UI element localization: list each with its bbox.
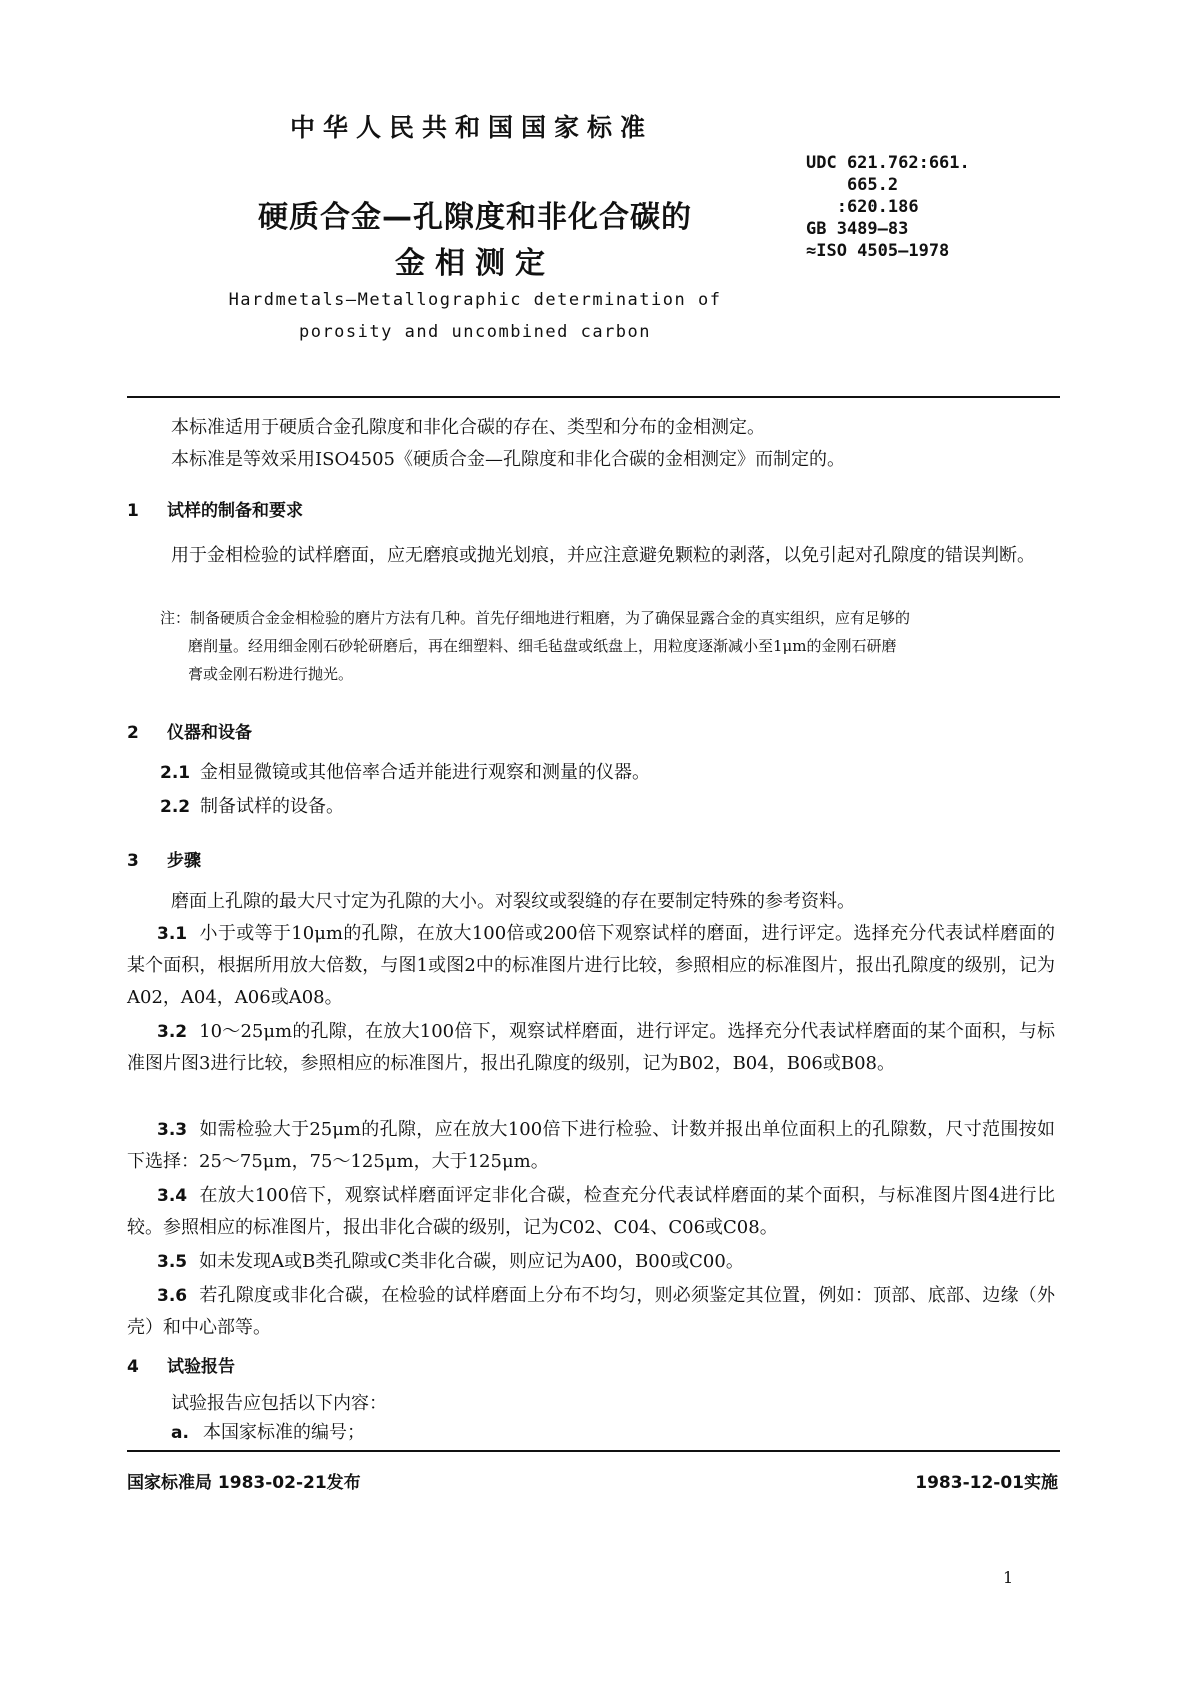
list-item	[127, 1246, 1055, 1278]
list-item	[127, 1280, 1055, 1344]
item-number: 3.2	[157, 1022, 188, 1042]
document-title-en: Hardmetals–Metallographic determination of	[228, 290, 722, 310]
section-number: 4	[127, 1357, 139, 1377]
list-item	[127, 1016, 1055, 1080]
item-text: 制备试样的设备。	[200, 796, 344, 817]
list-item	[127, 918, 1055, 1014]
item-number: 2.1	[160, 763, 191, 783]
list-item	[127, 1180, 1055, 1244]
issue-date: 国家标准局 1983-02-21发布	[127, 1473, 361, 1493]
note-text: 磨削量。经用细金刚石砂轮研磨后，再在细塑料、细毛毡盘或纸盘上，用粒度逐渐减小至1μm的金刚石研磨	[188, 637, 897, 655]
item-number: 3.1	[157, 924, 188, 944]
gb-number: GB 3489—83	[806, 219, 909, 239]
document-title-cn-line2: 金相测定	[395, 246, 555, 281]
list-item	[127, 1114, 1055, 1178]
section-number: 1	[127, 501, 139, 521]
item-text: 金相显微镜或其他倍率合适并能进行观察和测量的仪器。	[200, 762, 650, 783]
section-body: 用于金相检验的试样磨面，应无磨痕或抛光划痕，并应注意避免颗粒的剥落，以免引起对孔隙度的错误判断。	[171, 545, 1035, 566]
section-intro: 试验报告应包括以下内容：	[171, 1393, 387, 1414]
national-standard-heading: 中华人民共和国国家标准	[290, 113, 654, 142]
item-number: 3.4	[157, 1186, 188, 1206]
section-heading	[127, 718, 252, 743]
header-divider	[127, 396, 1060, 398]
section-number: 2	[127, 723, 139, 743]
section-heading	[127, 846, 201, 871]
note	[160, 604, 1056, 688]
udc-line: UDC 621.762:661.	[806, 153, 970, 173]
section-number: 3	[127, 851, 139, 871]
item-number: 3.6	[157, 1286, 188, 1306]
list-item	[160, 758, 650, 784]
document-title-cn: 硬质合金—孔隙度和非化合碳的	[258, 200, 692, 235]
footer-divider	[127, 1450, 1060, 1452]
item-number: 3.3	[157, 1120, 188, 1140]
note-text: 制备硬质合金金相检验的磨片方法有几种。首先仔细地进行粗磨，为了确保显露合金的真实组织，应有足够的	[190, 609, 911, 627]
effective-date: 1983-12-01实施	[915, 1473, 1058, 1493]
note-text: 膏或金刚石粉进行抛光。	[188, 665, 354, 683]
list-item	[171, 1418, 365, 1444]
section-title: 仪器和设备	[167, 723, 252, 743]
intro-paragraph: 本标准适用于硬质合金孔隙度和非化合碳的存在、类型和分布的金相测定。	[171, 417, 765, 438]
udc-line: 665.2	[806, 175, 899, 195]
item-text: 本国家标准的编号；	[203, 1422, 365, 1443]
section-title: 试样的制备和要求	[167, 501, 303, 521]
section-title: 步骤	[167, 851, 201, 871]
item-label: a.	[171, 1423, 189, 1443]
item-text: 如未发现A或B类孔隙或C类非化合碳，则应记为A00，B00或C00。	[199, 1251, 744, 1272]
udc-line: :620.186	[806, 197, 919, 217]
section-heading	[127, 496, 303, 521]
item-text: 小于或等于10μm的孔隙，在放大100倍或200倍下观察试样的磨面，进行评定。选择充分代表试样磨面的某个面积，根据所用放大倍数，与图1或图2中的标准图片进行比较，参照相应的标准图片，报出孔隙度的级别，记为A02，A04，A06或A08。	[127, 923, 1055, 1008]
item-number: 2.2	[160, 797, 191, 817]
section-intro: 磨面上孔隙的最大尺寸定为孔隙的大小。对裂纹或裂缝的存在要制定特殊的参考资料。	[171, 891, 855, 912]
document-title-en-line2: porosity and uncombined carbon	[298, 322, 652, 342]
section-title: 试验报告	[167, 1357, 235, 1377]
udc-classification	[806, 152, 970, 262]
list-item	[160, 792, 344, 818]
item-text: 在放大100倍下，观察试样磨面评定非化合碳，检查充分代表试样磨面的某个面积，与标准图片图4进行比较。参照相应的标准图片，报出非化合碳的级别，记为C02、C04、C06或C08。	[127, 1185, 1055, 1238]
iso-equivalent: ≈ISO 4505—1978	[806, 241, 950, 261]
item-text: 如需检验大于25μm的孔隙，应在放大100倍下进行检验、计数并报出单位面积上的孔隙数，尺寸范围按如下选择：25～75μm，75～125μm，大于125μm。	[127, 1119, 1055, 1172]
page-number: 1	[1003, 1568, 1014, 1587]
section-heading	[127, 1352, 235, 1377]
note-label: 注：	[160, 609, 191, 627]
item-text: 10～25μm的孔隙，在放大100倍下，观察试样磨面，进行评定。选择充分代表试样磨面的某个面积，与标准图片图3进行比较，参照相应的标准图片，报出孔隙度的级别，记为B02，B04，B06或B08。	[127, 1021, 1055, 1074]
item-text: 若孔隙度或非化合碳，在检验的试样磨面上分布不均匀，则必须鉴定其位置，例如：顶部、底部、边缘（外壳）和中心部等。	[127, 1285, 1055, 1338]
intro-paragraph: 本标准是等效采用ISO4505《硬质合金—孔隙度和非化合碳的金相测定》而制定的。	[171, 449, 846, 470]
item-number: 3.5	[157, 1252, 188, 1272]
